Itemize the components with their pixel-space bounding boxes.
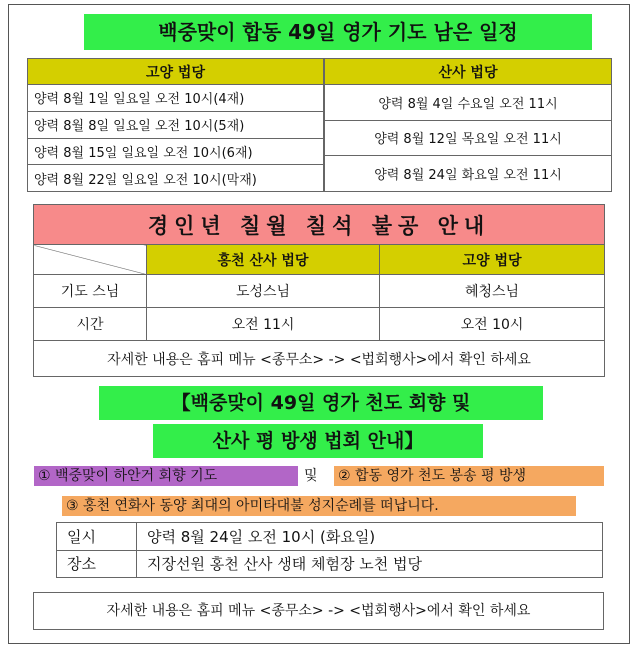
event-item-1: ① 백중맞이 하안거 회향 기도 [34,466,298,486]
schedule-title: 백중맞이 합동 49일 영가 기도 남은 일정 [84,14,592,50]
event-detail-table [56,522,603,578]
sansa-row: 양력 8월 12일 목요일 오전 11시 [325,120,612,156]
goyang-schedule-table [27,58,324,192]
cell-time-hongcheon: 오전 11시 [147,308,380,341]
date-label: 일시 [57,523,137,551]
chilseok-title: 경인년 칠월 칠석 불공 안내 [34,205,605,245]
place-value: 지장선원 홍천 산사 생태 체험장 노천 법당 [137,550,603,578]
chilseok-table [33,204,605,377]
date-value: 양력 8월 24일 오전 10시 (화요일) [137,523,603,551]
event-footer: 자세한 내용은 홈피 메뉴 <종무소> -> <법회행사>에서 확인 하세요 [106,603,531,619]
event-title-line1: 【백중맞이 49일 영가 천도 회향 및 [99,386,543,420]
chilseok-corner [34,245,147,275]
event-title-line2: 산사 평 방생 법회 안내】 [153,424,483,458]
chilseok-footer: 자세한 내용은 홈피 메뉴 <종무소> -> <법회행사>에서 확인 하세요 [34,341,605,377]
event-footer-box [33,592,604,630]
event-item-3: ③ 홍천 연화사 동양 최대의 아미타대불 성지순례를 떠납니다. [62,496,576,516]
row-label-monk: 기도 스님 [34,275,147,308]
event-item-2: ② 합동 영가 천도 봉송 평 방생 [334,466,604,486]
goyang-row: 양력 8월 15일 일요일 오전 10시(6재) [28,138,324,165]
sansa-row: 양력 8월 4일 수요일 오전 11시 [325,85,612,121]
sansa-row: 양력 8월 24일 화요일 오전 11시 [325,156,612,192]
chilseok-col-goyang: 고양 법당 [380,245,605,275]
cell-monk-hongcheon: 도성스님 [147,275,380,308]
goyang-row: 양력 8월 1일 일요일 오전 10시(4재) [28,85,324,112]
sansa-header: 산사 법당 [325,59,612,85]
goyang-row: 양력 8월 8일 일요일 오전 10시(5재) [28,111,324,138]
place-label: 장소 [57,550,137,578]
chilseok-col-hongcheon: 홍천 산사 법당 [147,245,380,275]
event-conj: 및 [304,468,318,484]
goyang-row: 양력 8월 22일 일요일 오전 10시(막재) [28,165,324,192]
sansa-schedule-table [324,58,612,192]
row-label-time: 시간 [34,308,147,341]
goyang-header: 고양 법당 [28,59,324,85]
cell-monk-goyang: 혜청스님 [380,275,605,308]
cell-time-goyang: 오전 10시 [380,308,605,341]
